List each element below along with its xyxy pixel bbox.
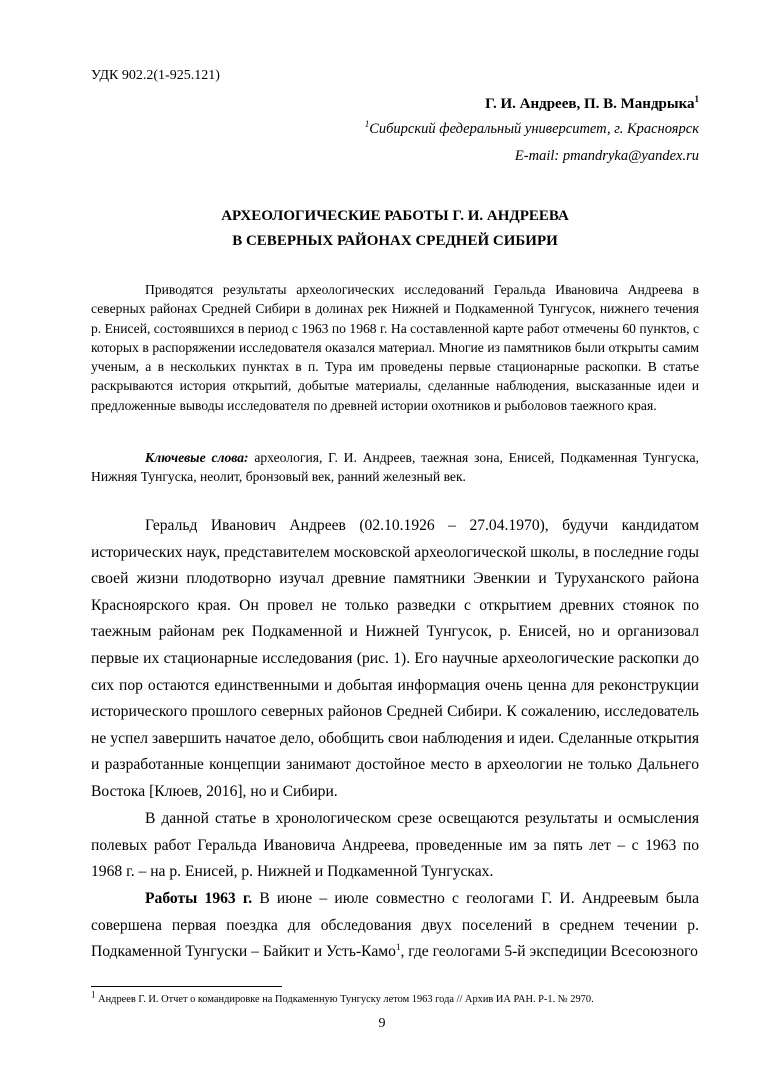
section-heading-1963: Работы 1963 г. — [145, 890, 253, 907]
footnote-sup: 1 — [91, 989, 96, 1000]
email: E-mail: pmandryka@yandex.ru — [514, 148, 699, 164]
keywords — [91, 448, 699, 487]
authors-names: Г. И. Андреев, П. В. Мандрыка — [485, 96, 695, 112]
body-paragraph-3-text-a: В июне – июле совместно с геологами Г. И. Андреевым была совершена первая поездка для обследования двух поселений в среднем течении р. Подкаменной Тунгуски – Байкит и Усть-Камо — [91, 890, 699, 961]
affiliation — [365, 121, 699, 138]
authors — [485, 96, 699, 113]
affiliation-text: Сибирский федеральный университет, г. Красноярск — [369, 121, 699, 137]
footnote — [91, 989, 594, 1005]
body-paragraph-2: В данной статье в хронологическом срезе освещаются результаты и осмысления полевых работ Геральда Ивановича Андреева, проведенные им за пять лет – с 1963 по 1968 г. – на р. Енисей, р. Нижней и Подкаменной Тунгусках. — [91, 810, 699, 881]
keywords-label: Ключевые слова: — [145, 450, 249, 465]
abstract: Приводятся результаты археологических исследований Геральда Ивановича Андреева в северных районах Средней Сибири в долинах рек Нижней и Подкаменной Тунгусок, нижнего течения р. Енисей, состоявшихся в период с 1963 по 1968 г. На составленной карте работ отмечены 60 пунктов, с которых в распоряжении исследователя оказался материал. Многие из памятников были открыты самим ученым, а в нескольких пунктах в п. Тура им проведены первые стационарные раскопки. В статье раскрываются история открытий, добытые материалы, сделанные наблюдения, высказанные идеи и предложенные выводы исследователя по древней истории охотников и рыболовов таежного края. — [91, 282, 699, 413]
authors-sup: 1 — [694, 94, 699, 104]
body-paragraph-3-text-b: , где геологами 5-й экспедиции Всесоюзного — [400, 943, 698, 961]
keywords-text: археология, Г. И. Андреев, таежная зона, Енисей, Подкаменная Тунгуска, Нижняя Тунгуска, неолит, бронзовый век, ранний железный век. — [91, 450, 699, 485]
footnote-text: Андреев Г. И. Отчет о командировке на Подкаменную Тунгуску летом 1963 года // Архив ИА РАН. Р-1. № 2970. — [95, 994, 594, 1005]
udk-code: УДК 902.2(1-925.121) — [91, 68, 220, 83]
title-line-1: АРХЕОЛОГИЧЕСКИЕ РАБОТЫ Г. И. АНДРЕЕВА — [221, 208, 569, 224]
footnote-rule — [91, 986, 282, 987]
body-paragraph-1: Геральд Иванович Андреев (02.10.1926 – 27.04.1970), будучи кандидатом исторических наук, представителем московской археологической школы, в последние годы своей жизни плодотворно изучал древние памятники Эвенкии и Туруханского района Красноярского края. Он провел не только разведки с открытием древних стоянок по таежным районам рек Подкаменной и Нижней Тунгусок, р. Енисей, но и организовал первые их стационарные исследования (рис. 1). Его научные археологические раскопки до сих пор остаются единственными и добытая информация очень ценна для реконструкции исторического прошлого северных районов Средней Сибири. К сожалению, исследователь не успел завершить начатое дело, обобщить свои наблюдения и идеи. Сделанные открытия и разработанные концепции занимают достойное место в археологии не только Дальнего Востока [Клюев, 2016], но и Сибири. — [91, 517, 699, 800]
page-number: 9 — [378, 1016, 386, 1031]
footnote-ref-1: 1 — [395, 942, 401, 952]
body-paragraph-3 — [91, 886, 699, 966]
title-line-2: В СЕВЕРНЫХ РАЙОНАХ СРЕДНЕЙ СИБИРИ — [232, 233, 558, 249]
affiliation-sup: 1 — [364, 119, 370, 130]
